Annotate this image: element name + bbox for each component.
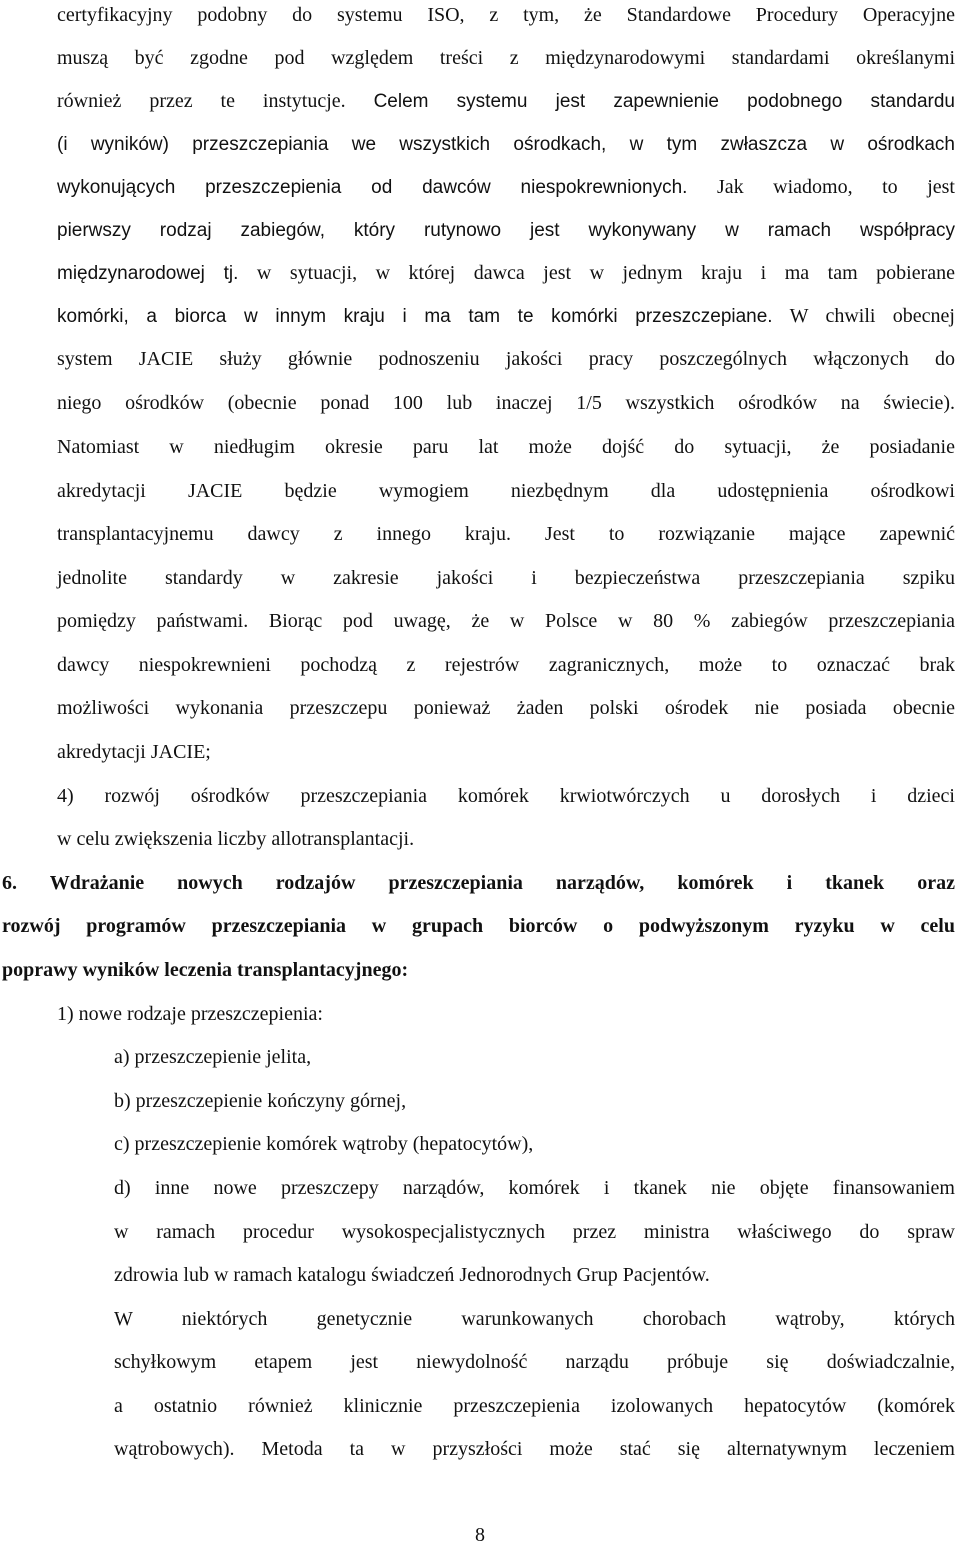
text-line: wątrobowych). Metoda ta w przyszłości może stać się alternatywnym leczeniem bbox=[114, 1438, 955, 1460]
text-line: Natomiast w niedługim okresie paru lat może dojść do sytuacji, że posiadanie bbox=[57, 436, 955, 458]
list-item-d: d) inne nowe przeszczepy narządów, komórek i tkanek nie objęte finansowaniem bbox=[114, 1177, 955, 1199]
sans-text-run: wykonujących przeszczepienia od dawców niespokrewnionych. bbox=[57, 177, 688, 198]
list-item-c: c) przeszczepienie komórek wątroby (hepatocytów), bbox=[114, 1133, 534, 1155]
list-item-1: 1) nowe rodzaje przeszczepienia: bbox=[57, 1003, 323, 1025]
list-item-b: b) przeszczepienie kończyny górnej, bbox=[114, 1090, 407, 1112]
list-item-a: a) przeszczepienie jelita, bbox=[114, 1046, 312, 1068]
text-line: akredytacji JACIE będzie wymogiem niezbędnym dla udostępnienia ośrodkowi bbox=[57, 480, 955, 502]
text-line: komórki, a biorca w innym kraju i ma tam te komórki przeszczepiane. W chwili obecnej bbox=[57, 305, 955, 327]
text-line: możliwości wykonania przeszczepu ponieważ żaden polski ośrodek nie posiada obecnie bbox=[57, 697, 955, 719]
text-line: wykonujących przeszczepienia od dawców niespokrewnionych. Jak wiadomo, to jest bbox=[57, 176, 955, 198]
text-line: transplantacyjnemu dawcy z innego kraju. Jest to rozwiązanie mające zapewnić bbox=[57, 523, 955, 545]
text-line: akredytacji JACIE; bbox=[57, 741, 211, 763]
sans-text-run: pierwszy rodzaj zabiegów, który rutynowo jest wykonywany w ramach współpracy bbox=[57, 220, 955, 241]
text-line: międzynarodowej tj. w sytuacji, w której dawca jest w jednym kraju i ma tam pobierane bbox=[57, 262, 955, 284]
text-line: dawcy niespokrewnieni pochodzą z rejestrów zagranicznych, może to oznaczać brak bbox=[57, 654, 955, 676]
text-line: pomiędzy państwami. Biorąc pod uwagę, że w Polsce w 80 % zabiegów przeszczepiania bbox=[57, 610, 955, 632]
text-line bbox=[57, 131, 955, 157]
text-line: a ostatnio również klinicznie przeszczepienia izolowanych hepatocytów (komórek bbox=[114, 1395, 955, 1417]
text-line: również przez te instytucje. Celem systemu jest zapewnienie podobnego standardu bbox=[57, 90, 955, 112]
sans-text-run: komórki, a biorca w innym kraju i ma tam te komórki przeszczepiane. bbox=[57, 306, 773, 327]
text-line: muszą być zgodne pod względem treści z międzynarodowymi standardami określanymi bbox=[57, 47, 955, 69]
heading-line: rozwój programów przeszczepiania w grupach biorców o podwyższonym ryzyku w celu bbox=[2, 915, 955, 937]
text-line bbox=[57, 217, 955, 243]
page-number: 8 bbox=[475, 1524, 485, 1546]
text-line: jednolite standardy w zakresie jakości i bezpieczeństwa przeszczepiania szpiku bbox=[57, 567, 955, 589]
list-item-4: 4) rozwój ośrodków przeszczepiania komórek krwiotwórczych u dorosłych i dzieci bbox=[57, 785, 955, 807]
text-line: niego ośrodków (obecnie ponad 100 lub inaczej 1/5 wszystkich ośrodków na świecie). bbox=[57, 392, 955, 414]
sans-text-run: (i wyników) przeszczepiania we wszystkich ośrodkach, w tym zwłaszcza w ośrodkach bbox=[57, 134, 955, 155]
text-line: certyfikacyjny podobny do systemu ISO, z tym, że Standardowe Procedury Operacyjne bbox=[57, 4, 955, 26]
text-line: w celu zwiększenia liczby allotransplantacji. bbox=[57, 828, 415, 850]
sans-text-run: międzynarodowej tj. bbox=[57, 263, 239, 284]
text-line: system JACIE służy głównie podnoszeniu jakości pracy poszczególnych włączonych do bbox=[57, 348, 955, 370]
sans-text-run: Celem systemu jest zapewnienie podobnego standardu bbox=[373, 91, 955, 112]
heading-line: 6. Wdrażanie nowych rodzajów przeszczepiania narządów, komórek i tkanek oraz bbox=[2, 872, 955, 894]
heading-line: poprawy wyników leczenia transplantacyjnego: bbox=[2, 959, 409, 981]
text-line: W niektórych genetycznie warunkowanych chorobach wątroby, których bbox=[114, 1308, 955, 1330]
text-line: w ramach procedur wysokospecjalistycznych przez ministra właściwego do spraw bbox=[114, 1221, 955, 1243]
text-line: zdrowia lub w ramach katalogu świadczeń Jednorodnych Grup Pacjentów. bbox=[114, 1264, 710, 1286]
text-line: schyłkowym etapem jest niewydolność narządu próbuje się doświadczalnie, bbox=[114, 1351, 955, 1373]
